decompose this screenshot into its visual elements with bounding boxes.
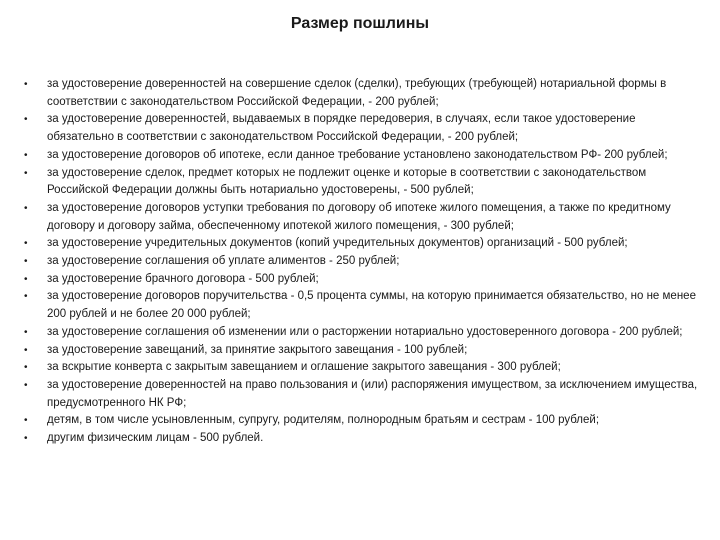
fee-list (24, 76, 704, 448)
list-item-text: за удостоверение договоров уступки требования по договору об ипотеке жилого помещения, а также по кредитному договору и договору займа, обеспеченному ипотекой жилого помещения, - 300 рублей; (47, 201, 671, 232)
list-item (24, 165, 704, 200)
list-item (24, 111, 704, 146)
list-item (24, 271, 704, 289)
list-item (24, 342, 704, 360)
list-item (24, 200, 704, 235)
bullet-icon: • (24, 114, 28, 126)
bullet-icon: • (24, 202, 28, 214)
list-item (24, 324, 704, 342)
list-item-text: за удостоверение сделок, предмет которых не подлежит оценке и которые в соответствии с законодательством Российской Федерации должны быть нотариально удостоверены, - 500 рублей; (47, 166, 647, 197)
list-item-text: за удостоверение соглашения об уплате алиментов - 250 рублей; (47, 255, 400, 268)
bullet-icon: • (24, 379, 28, 391)
list-item (24, 359, 704, 377)
list-item-text: детям, в том числе усыновленным, супругу, родителям, полнородным братьям и сестрам - 100 рублей; (47, 414, 600, 427)
list-item-text: другим физическим лицам - 500 рублей. (47, 432, 264, 445)
bullet-icon: • (24, 167, 28, 179)
bullet-icon: • (24, 433, 28, 445)
list-item (24, 377, 704, 412)
page-title: Размер пошлины (290, 15, 430, 32)
list-item (24, 235, 704, 253)
list-item-text: за удостоверение доверенностей на совершение сделок (сделки), требующих (требующей) нотариальной формы в соответствии с законодательством Российской Федерации, - 200 рублей; (47, 78, 667, 108)
bullet-icon: • (24, 344, 28, 356)
list-item-text: за удостоверение договоров поручительства - 0,5 процента суммы, на которую принимается обязательство, но не менее 200 рублей и не более 20 000 рублей; (47, 290, 696, 321)
list-item-text: за удостоверение завещаний, за принятие закрытого завещания - 100 рублей; (47, 343, 468, 356)
list-item-text: за удостоверение учредительных документов (копий учредительных документов) организаций - 500 рублей; (47, 237, 628, 250)
list-item-text: за удостоверение соглашения об изменении или о расторжении нотариально удостоверенного договора - 200 рублей; (47, 325, 683, 338)
list-item-text: за удостоверение брачного договора - 500 рублей; (47, 272, 319, 285)
list-item (24, 147, 704, 165)
bullet-icon: • (24, 79, 28, 90)
bullet-icon: • (24, 238, 28, 250)
bullet-icon: • (24, 256, 28, 268)
bullet-icon: • (24, 273, 28, 285)
bullet-icon: • (24, 149, 28, 161)
bullet-icon: • (24, 291, 28, 303)
list-item-text: за удостоверение договоров об ипотеке, если данное требование установлено законодательством РФ- 200 рублей; (47, 148, 668, 161)
list-item-text: за удостоверение доверенностей на право пользования и (или) распоряжения имуществом, за исключением имущества, предусмотренного НК РФ; (47, 378, 698, 409)
bullet-icon: • (24, 415, 28, 427)
bullet-icon: • (24, 326, 28, 338)
list-item-text: за вскрытие конверта с закрытым завещанием и оглашение закрытого завещания - 300 рублей; (47, 361, 561, 374)
list-item (24, 76, 704, 111)
bullet-icon: • (24, 362, 28, 374)
list-item (24, 430, 704, 448)
list-item (24, 412, 704, 430)
list-item (24, 253, 704, 271)
list-item (24, 288, 704, 323)
list-item-text: за удостоверение доверенностей, выдаваемых в порядке передоверия, в случаях, если такое удостоверение обязательно в соответствии с законодательством Российской Федерации, - 200 рублей; (47, 113, 636, 144)
